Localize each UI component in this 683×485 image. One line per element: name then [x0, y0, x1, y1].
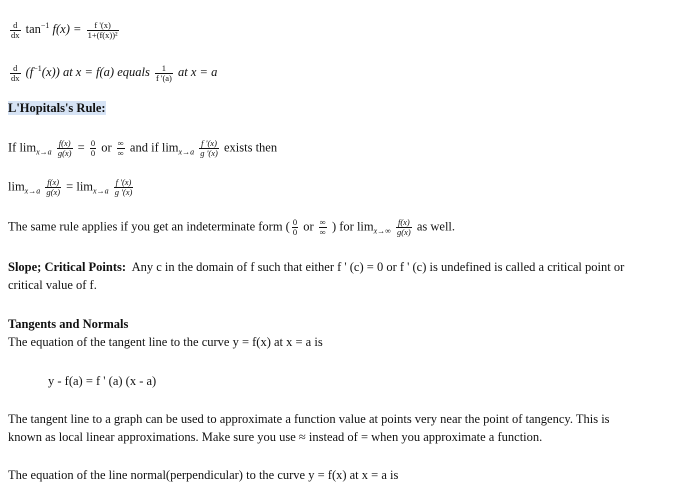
- d-dx-operator: $\frac{d}{dx}$: [11, 19, 20, 40]
- normal-line-text: The equation of the line normal(perpendicular) to the curve y = f(x) at x = a is: [8, 468, 399, 482]
- critical-points-text: Any c in the domain of f such that either f ' (c) = 0 or f ' (c) is undefined is called a critical point or: [131, 260, 625, 274]
- approximation-line2: known as local linear approximations. Make sure you use ≈ instead of = when you approximate a function.: [8, 430, 543, 444]
- arctan-result-fraction: $\frac{f '(x)}{\text{1+(f(x))²}}$: [87, 19, 118, 40]
- derivative-fraction: $\frac{f '(x)}{g '(x)}$: [114, 177, 133, 197]
- tan-function: tan: [25, 22, 41, 36]
- f-over-g-fraction: $\frac{f(x)}{g(x)}$: [397, 217, 411, 237]
- d-dx-operator: $\frac{d}{dx}$: [11, 62, 20, 83]
- tangents-heading: Tangents and Normals: [8, 317, 129, 331]
- f-over-g-fraction: $\frac{f(x)}{g(x)}$: [57, 138, 72, 158]
- inverse-result-fraction: $\frac{1}{f '(a)}$: [155, 62, 172, 83]
- critical-points-line2: critical value of f.: [8, 278, 97, 292]
- formula-arctan-derivative: [8, 18, 121, 40]
- approximation-line1: The tangent line to a graph can be used to approximate a function value at points very near the point of tangency. This is: [8, 412, 610, 426]
- inverse-condition: (x)) at x = f(a) equals: [41, 65, 150, 79]
- inverse-function: (f: [25, 65, 34, 79]
- inverse-exponent: −1: [33, 64, 42, 73]
- critical-points-line1: [8, 259, 624, 275]
- function-argument: f(x) =: [52, 22, 82, 36]
- lhopital-heading: L'Hopitals's Rule:: [8, 101, 106, 115]
- inf-over-inf: $\frac{\infty}{\infty}$: [117, 138, 124, 158]
- lhopital-condition-line: If $\lim_{x\to a}$ $\frac{f(x)}{g(x)}$ = $\frac{0}{0}$ or $\frac{\infty}{\infty}$ and if $\lim_{x\to a}$ $\frac{f '(x)}{g '(x)}$ exists then: [8, 138, 278, 158]
- inverse-exponent: −1: [40, 21, 50, 30]
- lhopital-result-line: $\lim_{x\to a}$ $\frac{f(x)}{g(x)}$ = $\lim_{x\to a}$ $\frac{f '(x)}{g '(x)}$: [8, 177, 133, 197]
- zero-over-zero: $\frac{0}{0}$: [90, 138, 96, 158]
- formula-inverse-derivative: [8, 61, 217, 83]
- inf-over-inf: $\frac{\infty}{\infty}$: [319, 217, 326, 237]
- same-rule-line: The same rule applies if you get an indeterminate form ( $\frac{0}{0}$ or $\frac{\infty}{\infty}$ ) for $\lim_{x\to\infty}$ $\frac{f(x)}{g(x)}$ as well.: [8, 217, 456, 237]
- tangent-line-text: The equation of the tangent line to the curve y = f(x) at x = a is: [8, 335, 323, 349]
- inverse-tail: at x = a: [178, 65, 218, 79]
- derivative-fraction: $\frac{f '(x)}{g '(x)}$: [200, 138, 218, 158]
- zero-over-zero: $\frac{0}{0}$: [292, 217, 298, 237]
- f-over-g-fraction: $\frac{f(x)}{g(x)}$: [46, 177, 61, 197]
- tangent-equation: y - f(a) = f ' (a) (x - a): [48, 374, 157, 388]
- critical-points-heading: Slope; Critical Points:: [8, 260, 127, 274]
